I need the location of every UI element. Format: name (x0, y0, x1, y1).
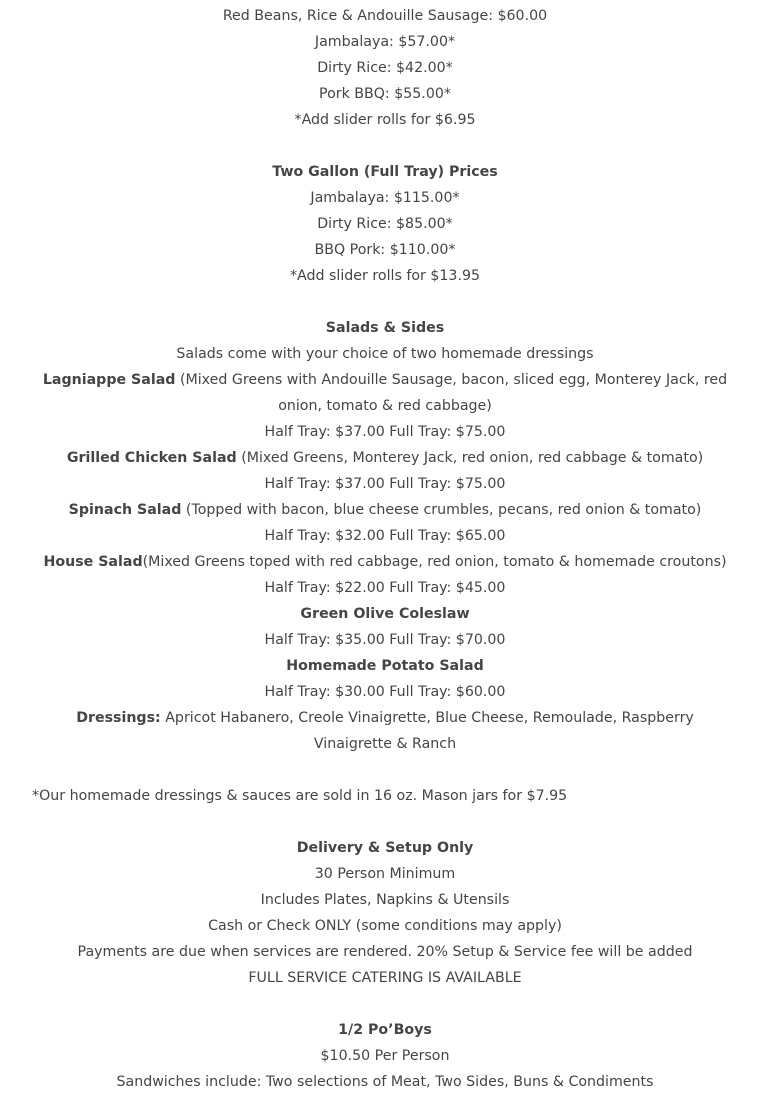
salad-price: Half Tray: $22.00 Full Tray: $45.00 (264, 580, 506, 596)
menu-item-bbq-pork-full: BBQ Pork: $110.00* (314, 242, 456, 258)
menu-item-pork-bbq: Pork BBQ: $55.00* (319, 86, 451, 102)
side-coleslaw: Green Olive Coleslaw (300, 606, 470, 622)
section-heading-delivery: Delivery & Setup Only (296, 840, 474, 856)
salad-price: Half Tray: $37.00 Full Tray: $75.00 (264, 476, 506, 492)
menu-item-jambalaya: Jambalaya: $57.00* (314, 34, 456, 50)
salad-description: (Topped with bacon, blue cheese crumbles, pecans, red onion & tomato) (181, 502, 702, 518)
salad-description: (Mixed Greens with Andouille Sausage, bacon, sliced egg, Monterey Jack, red onion, tomato & red cabbage) (175, 372, 728, 414)
salad-name: Grilled Chicken Salad (66, 450, 237, 466)
spacer (32, 991, 738, 1017)
delivery-includes: Includes Plates, Napkins & Utensils (260, 892, 510, 908)
spacer (32, 809, 738, 835)
menu-item-dirty-rice: Dirty Rice: $42.00* (317, 60, 453, 76)
spacer (32, 133, 738, 159)
full-service-note: FULL SERVICE CATERING IS AVAILABLE (248, 970, 522, 986)
menu-item-dirty-rice-full: Dirty Rice: $85.00* (317, 216, 453, 232)
salad-description: (Mixed Greens toped with red cabbage, red onion, tomato & homemade croutons) (142, 554, 727, 570)
poboys-includes: Sandwiches include: Two selections of Meat, Two Sides, Buns & Condiments (116, 1074, 654, 1090)
salad-name: House Salad (43, 554, 143, 570)
salad-price: Half Tray: $32.00 Full Tray: $65.00 (264, 528, 506, 544)
menu-item-red-beans: Red Beans, Rice & Andouille Sausage: $60.00 (222, 8, 548, 24)
salad-lagniappe (32, 367, 738, 419)
salad-description: (Mixed Greens, Monterey Jack, red onion, red cabbage & tomato) (236, 450, 704, 466)
section-heading-two-gallon: Two Gallon (Full Tray) Prices (272, 164, 498, 180)
slider-rolls-note-full: *Add slider rolls for $13.95 (289, 268, 481, 284)
poboys-price: $10.50 Per Person (320, 1048, 450, 1064)
side-price: Half Tray: $30.00 Full Tray: $60.00 (264, 684, 506, 700)
salad-grilled-chicken (32, 445, 738, 471)
salad-name: Spinach Salad (68, 502, 182, 518)
spacer (32, 289, 738, 315)
salad-house (32, 549, 738, 575)
dressings-list (32, 705, 738, 757)
mason-jar-note: *Our homemade dressings & sauces are sold in 16 oz. Mason jars for $7.95 (32, 788, 568, 804)
dressings-options: Apricot Habanero, Creole Vinaigrette, Blue Cheese, Remoulade, Raspberry Vinaigrette & Ranch (160, 710, 694, 752)
menu-item-jambalaya-full: Jambalaya: $115.00* (310, 190, 460, 206)
salad-name: Lagniappe Salad (42, 372, 176, 388)
section-heading-poboys: 1/2 Po’Boys (338, 1022, 432, 1038)
spacer (32, 757, 738, 783)
delivery-payment: Cash or Check ONLY (some conditions may apply) (208, 918, 562, 934)
salad-price: Half Tray: $37.00 Full Tray: $75.00 (264, 424, 506, 440)
salads-intro: Salads come with your choice of two homemade dressings (176, 346, 594, 362)
salad-spinach (32, 497, 738, 523)
side-potato-salad: Homemade Potato Salad (286, 658, 484, 674)
delivery-fee: Payments are due when services are rendered. 20% Setup & Service fee will be added (77, 944, 693, 960)
slider-rolls-note: *Add slider rolls for $6.95 (294, 112, 476, 128)
side-price: Half Tray: $35.00 Full Tray: $70.00 (264, 632, 506, 648)
dressings-label: Dressings: (76, 710, 161, 726)
section-heading-salads: Salads & Sides (325, 320, 445, 336)
delivery-minimum: 30 Person Minimum (314, 866, 456, 882)
